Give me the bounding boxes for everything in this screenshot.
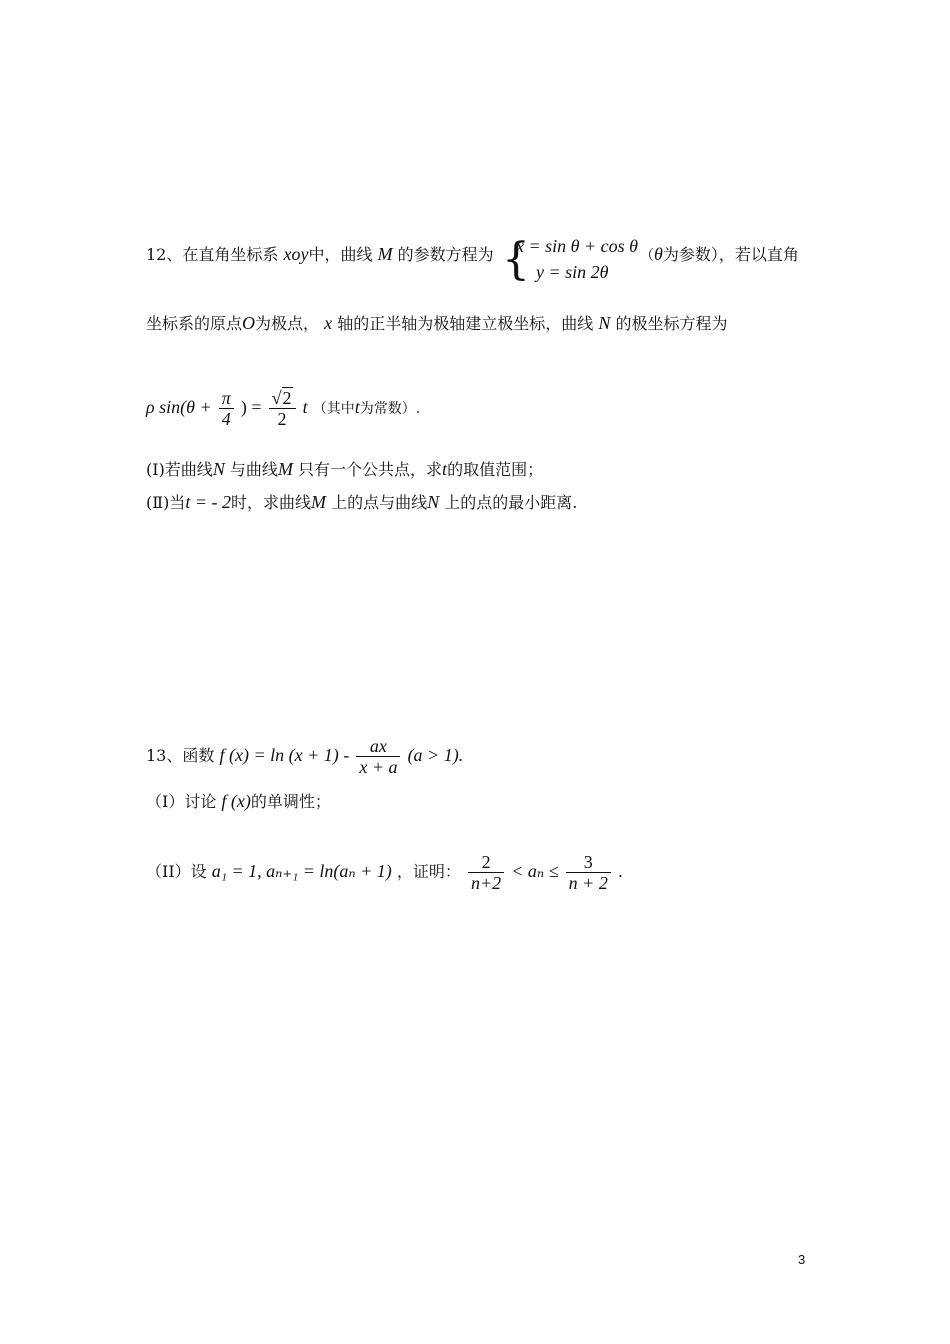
- text: 的单调性；: [250, 792, 331, 811]
- math-fx: f (x): [221, 791, 251, 811]
- q12-line-1: [146, 243, 494, 266]
- math-t: t: [302, 397, 308, 417]
- math-M: M: [277, 459, 293, 479]
- q12-part-2: [146, 491, 577, 514]
- numerator: √2: [269, 388, 296, 409]
- radicand: 2: [282, 388, 292, 408]
- equation-x: x = sin θ + cos θ: [516, 236, 638, 256]
- text: ，证明：: [396, 862, 461, 881]
- text: 的极坐标方程为: [615, 314, 728, 333]
- math-N: N: [598, 313, 611, 333]
- q12-line-1-tail: [640, 243, 799, 267]
- fraction-3-n2: [566, 852, 611, 893]
- text: 在直角坐标系: [182, 245, 279, 264]
- numerator: 2: [468, 852, 504, 873]
- text: （II）设: [146, 862, 207, 881]
- math-theta: θ: [654, 244, 663, 264]
- text: 为极点，: [255, 314, 320, 333]
- parametric-system: [502, 236, 638, 284]
- q13-number: 13、: [146, 746, 183, 765]
- fraction-sqrt2-2: [269, 388, 296, 429]
- math-xoy: xoy: [283, 244, 309, 264]
- text: 与曲线: [229, 460, 278, 479]
- text: （: [640, 248, 654, 264]
- math-M: M: [311, 492, 327, 512]
- text: 轴的正半轴为极轴建立极坐标，曲线: [337, 314, 594, 333]
- q13-part-1: [146, 790, 331, 813]
- fraction-pi-4: [219, 388, 234, 429]
- text: 为参数），若以直角: [662, 245, 799, 264]
- math-M: M: [377, 244, 393, 264]
- text: （其中: [312, 401, 355, 417]
- brace: {: [502, 234, 530, 285]
- text: 时，求曲线: [231, 493, 312, 512]
- denominator: n + 2: [568, 873, 608, 893]
- q12-line-2: [146, 312, 727, 335]
- math-N: N: [212, 459, 225, 479]
- text: 中，曲线: [308, 245, 373, 264]
- text: 上的点与曲线: [331, 493, 428, 512]
- denominator: 2: [277, 409, 287, 429]
- text: 为常数）.: [359, 401, 421, 417]
- denominator: n+2: [471, 873, 502, 893]
- q13-part-2: [146, 852, 623, 893]
- equation-y: y = sin 2θ: [536, 262, 609, 282]
- text: 坐标系的原点: [146, 314, 243, 333]
- text: 函数: [182, 746, 215, 765]
- text: (Ⅰ)若曲线: [146, 460, 213, 479]
- text: .: [617, 862, 624, 881]
- q13-line-1: [146, 736, 463, 777]
- text: 的取值范围；: [447, 460, 544, 479]
- polar-lhs: ρ sin(θ +: [146, 397, 212, 417]
- math-x: x: [324, 313, 333, 333]
- math-N: N: [427, 492, 440, 512]
- math-t: t: [354, 397, 360, 417]
- denominator: x + a: [359, 757, 398, 777]
- math-O: O: [242, 313, 256, 333]
- math-t: t: [442, 459, 448, 479]
- text: 只有一个公共点，求: [298, 460, 443, 479]
- text: 的参数方程为: [397, 245, 494, 264]
- q12-part-1: [146, 458, 543, 481]
- numerator: 3: [566, 852, 611, 873]
- math-t-eq: t = - 2: [185, 492, 232, 512]
- numerator: ax: [356, 736, 400, 757]
- sequence-definition: a₁ = 1, aₙ₊₁ = ln(aₙ + 1): [211, 861, 392, 881]
- page-number: 3: [798, 1252, 806, 1267]
- inequality-middle: < aₙ ≤: [511, 861, 559, 881]
- condition: (a > 1).: [407, 745, 464, 765]
- text: （I）讨论: [146, 792, 217, 811]
- text: (Ⅱ)当: [146, 493, 186, 512]
- text: ) =: [240, 397, 262, 417]
- fraction-2-n2: [468, 852, 504, 893]
- function-lhs: f (x) = ln (x + 1) -: [219, 745, 350, 765]
- q12-polar-equation: [146, 388, 420, 429]
- text: 上的点的最小距离.: [444, 493, 578, 512]
- fraction-ax-xa: [356, 736, 400, 777]
- denominator: 4: [221, 409, 231, 429]
- numerator: π: [219, 388, 234, 409]
- q12-number: 12、: [146, 245, 183, 264]
